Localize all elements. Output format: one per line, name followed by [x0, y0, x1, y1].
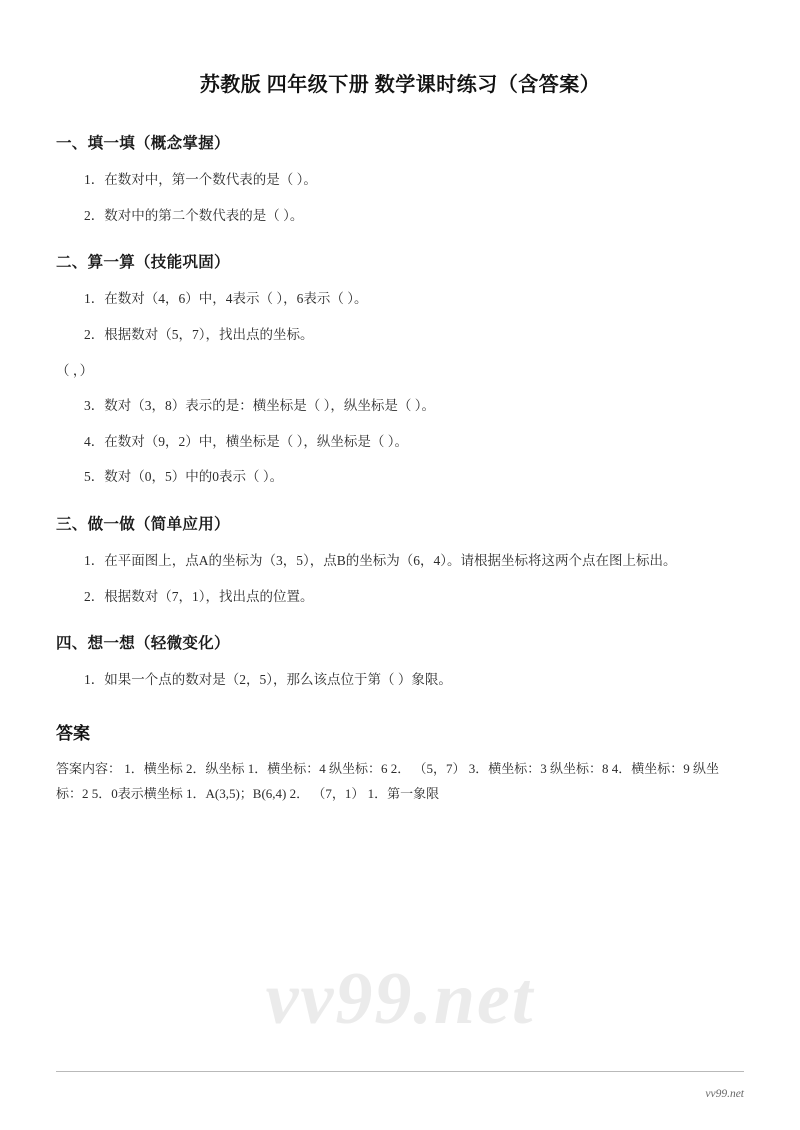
question-item: 1．如果一个点的数对是（2，5），那么该点位于第（ ）象限。 — [84, 672, 452, 688]
question-item: 5．数对（0，5）中的0表示（ ）。 — [84, 469, 284, 485]
section-heading: 一、填一填（概念掌握） — [56, 135, 230, 152]
section-heading: 四、想一想（轻微变化） — [56, 635, 230, 653]
section-heading: 三、做一做（简单应用） — [56, 516, 230, 534]
answers-body: 答案内容： 1．横坐标 2．纵坐标 1．横坐标：4 纵坐标：6 2． （5，7） 3．横坐标：3 纵坐标：8 4．横坐标：9 纵坐标：2 5．0表示横坐标 1．A(3,5)；B(6,4) 2． （7，1） 1．第一象限 — [56, 761, 720, 802]
question-item: 2．根据数对（5，7），找出点的坐标。 — [84, 326, 314, 342]
section-fill-in-blanks — [56, 131, 744, 228]
section-applications — [56, 512, 744, 609]
question-item: 2．根据数对（7，1），找出点的位置。 — [84, 588, 314, 604]
question-item: 2．数对中的第二个数代表的是（ ）。 — [84, 207, 304, 223]
section-heading: 二、算一算（技能巩固） — [56, 254, 230, 272]
section-answers — [56, 719, 744, 807]
answers-heading: 答案 — [56, 724, 90, 744]
footer-text: vv99.net — [705, 1088, 744, 1100]
section-calculations — [56, 250, 744, 490]
question-item: 3．数对（3，8）表示的是：横坐标是（ ），纵坐标是（ ）。 — [84, 398, 435, 414]
answer-blank-line: （ ，） — [56, 362, 94, 378]
section-think — [56, 631, 744, 693]
watermark: vv99.net — [265, 958, 535, 1040]
question-item: 1．在数对中，第一个数代表的是（ ）。 — [84, 172, 317, 187]
question-item: 1．在数对（4，6）中，4表示（ ），6表示（ ）。 — [84, 291, 368, 307]
question-item: 1．在平面图上，点A的坐标为（3，5），点B的坐标为（6，4）。请根据坐标将这两个点在图上标出。 — [84, 553, 677, 569]
page-title: 苏教版 四年级下册 数学课时练习（含答案） — [199, 74, 601, 96]
question-item: 4．在数对（9，2）中，横坐标是（ ），纵坐标是（ ）。 — [84, 433, 408, 449]
footer-divider — [56, 1071, 744, 1072]
